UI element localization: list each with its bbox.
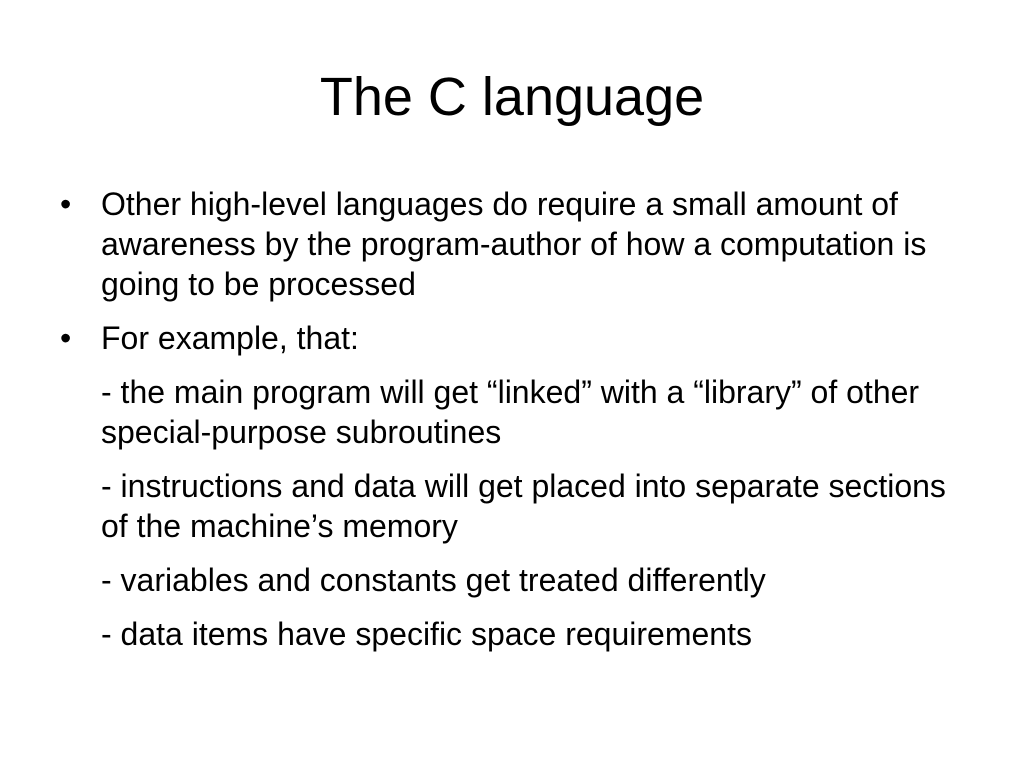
bullet-text: For example, that:: [101, 320, 359, 356]
slide-title: The C language: [319, 67, 705, 127]
sub-item: - data items have specific space requirements: [101, 616, 752, 652]
sub-item: - instructions and data will get placed into separate sections of the machine’s memory: [101, 468, 946, 544]
bullet-item: [56, 184, 956, 304]
bullet-text: Other high-level languages do require a small amount of awareness by the program-author of how a computation is going to be processed: [101, 186, 927, 302]
bullet-item: [56, 318, 956, 358]
bullet-icon: •: [60, 186, 72, 222]
bullet-icon: •: [60, 320, 72, 356]
slide-body: [56, 184, 956, 668]
sub-item: - the main program will get “linked” with a “library” of other special-purpose subroutines: [101, 374, 920, 450]
sub-item: - variables and constants get treated differently: [101, 562, 766, 598]
